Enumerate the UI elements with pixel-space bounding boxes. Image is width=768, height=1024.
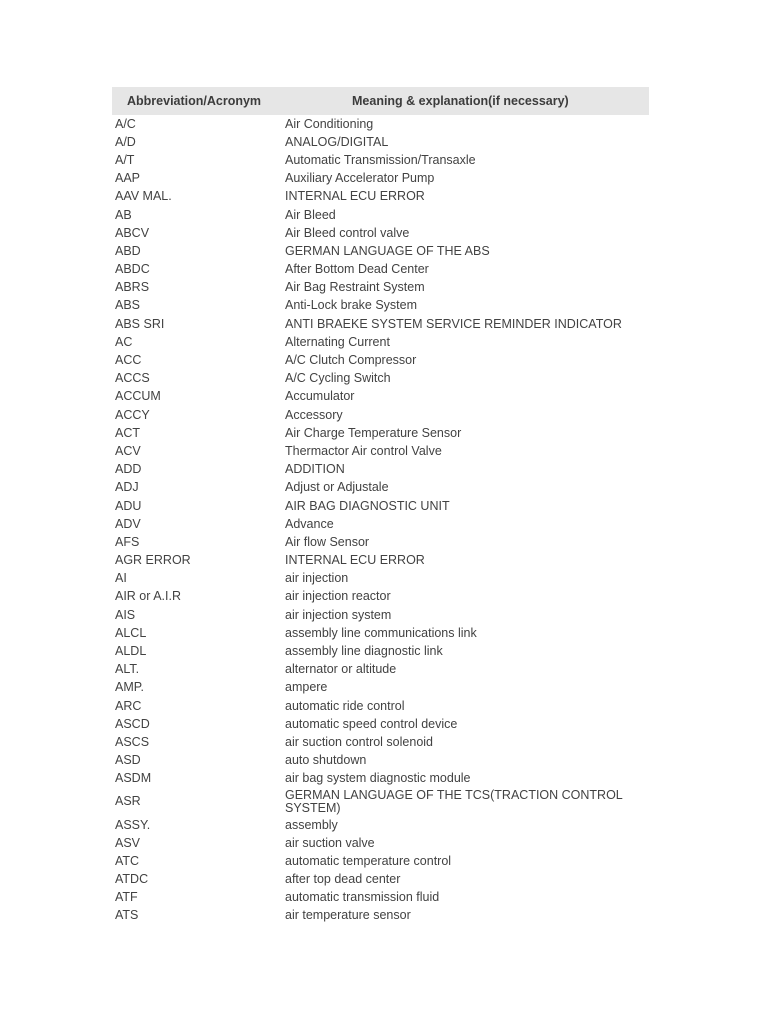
- table-row: [112, 424, 649, 442]
- abbreviation-cell: AAP: [115, 171, 141, 186]
- table-row: [112, 333, 649, 351]
- abbreviation-cell: ABDC: [115, 262, 150, 277]
- meaning-cell: Air Bag Restraint System: [285, 280, 425, 295]
- meaning-cell: after top dead center: [285, 872, 401, 887]
- meaning-cell: ADDITION: [285, 462, 345, 477]
- meaning-cell: GERMAN LANGUAGE OF THE ABS: [285, 243, 490, 258]
- meaning-cell: Accumulator: [285, 389, 355, 404]
- table-row: [112, 242, 649, 260]
- table-row: [112, 770, 649, 788]
- meaning-cell: Automatic Transmission/Transaxle: [285, 152, 476, 167]
- abbreviation-cell: ADU: [115, 498, 142, 513]
- table-body: [112, 115, 649, 925]
- table-row: [112, 570, 649, 588]
- meaning-cell: Air flow Sensor: [285, 534, 370, 549]
- table-row: [112, 261, 649, 279]
- abbreviation-cell: ASV: [115, 835, 141, 850]
- meaning-cell: A/C Cycling Switch: [285, 371, 391, 386]
- abbreviation-cell: ACV: [115, 443, 141, 458]
- table-row: [112, 642, 649, 660]
- meaning-cell: AIR BAG DIAGNOSTIC UNIT: [285, 498, 450, 513]
- table-row: [112, 788, 649, 816]
- table-row: [112, 752, 649, 770]
- abbreviation-cell: ADD: [115, 462, 142, 477]
- abbreviation-cell: A/T: [115, 152, 135, 167]
- abbreviation-cell: AIR or A.I.R: [115, 589, 181, 604]
- table-row: [112, 370, 649, 388]
- abbreviation-cell: ARC: [115, 698, 142, 713]
- abbreviation-cell: ACT: [115, 425, 140, 440]
- table-row: [112, 552, 649, 570]
- table-header-row: [112, 87, 649, 115]
- abbreviation-cell: ALDL: [115, 644, 147, 659]
- meaning-cell: air injection reactor: [285, 589, 391, 604]
- table-row: [112, 315, 649, 333]
- table-row: [112, 907, 649, 925]
- table-row: [112, 497, 649, 515]
- table-row: [112, 697, 649, 715]
- meaning-cell: Air Charge Temperature Sensor: [285, 425, 462, 440]
- meaning-cell: automatic temperature control: [285, 853, 452, 868]
- meaning-cell: Accessory: [285, 407, 343, 422]
- table-row: [112, 624, 649, 642]
- meaning-cell: Thermactor Air control Valve: [285, 443, 442, 458]
- table-row: [112, 442, 649, 460]
- table-row: [112, 661, 649, 679]
- table-row: [112, 715, 649, 733]
- abbreviation-cell: AB: [115, 207, 132, 222]
- column-header-abbreviation: Abbreviation/Acronym: [112, 87, 282, 115]
- abbreviation-cell: ABD: [115, 243, 141, 258]
- meaning-cell: assembly: [285, 817, 338, 832]
- meaning-cell: assembly line diagnostic link: [285, 644, 443, 659]
- abbreviation-cell: ASD: [115, 753, 141, 768]
- meaning-cell: automatic speed control device: [285, 716, 458, 731]
- meaning-cell: automatic ride control: [285, 698, 405, 713]
- table-row: [112, 279, 649, 297]
- meaning-cell: Alternating Current: [285, 334, 390, 349]
- abbreviation-cell: AAV MAL.: [115, 189, 172, 204]
- meaning-cell: auto shutdown: [285, 753, 367, 768]
- meaning-cell: air temperature sensor: [285, 908, 411, 923]
- table-row: [112, 206, 649, 224]
- meaning-cell: INTERNAL ECU ERROR: [285, 553, 425, 568]
- meaning-cell: air injection: [285, 571, 349, 586]
- meaning-cell: Air Conditioning: [285, 116, 374, 131]
- abbreviation-cell: AIS: [115, 607, 136, 622]
- abbreviation-cell: ADJ: [115, 480, 139, 495]
- meaning-cell: air suction control solenoid: [285, 734, 433, 749]
- meaning-cell: ampere: [285, 680, 328, 695]
- abbreviation-cell: ATS: [115, 908, 139, 923]
- abbreviation-cell: ASSY.: [115, 817, 151, 832]
- meaning-cell: air suction valve: [285, 835, 375, 850]
- meaning-cell: air injection system: [285, 607, 392, 622]
- abbreviation-cell: ADV: [115, 516, 141, 531]
- abbreviation-cell: ABS: [115, 298, 141, 313]
- table-row: [112, 533, 649, 551]
- table-row: [112, 351, 649, 369]
- table-row: [112, 679, 649, 697]
- meaning-cell: ANALOG/DIGITAL: [285, 134, 389, 149]
- meaning-cell: Anti-Lock brake System: [285, 298, 417, 313]
- abbreviation-cell: AFS: [115, 534, 140, 549]
- abbreviation-cell: ASDM: [115, 771, 152, 786]
- abbreviation-cell: ACCS: [115, 371, 150, 386]
- abbreviation-cell: ATC: [115, 853, 140, 868]
- table-row: [112, 115, 649, 133]
- table-row: [112, 606, 649, 624]
- table-row: [112, 733, 649, 751]
- abbreviation-cell: ACC: [115, 353, 142, 368]
- meaning-cell: Air Bleed: [285, 207, 336, 222]
- abbreviation-cell: A/C: [115, 116, 136, 131]
- abbreviation-cell: ASCD: [115, 716, 150, 731]
- table-row: [112, 388, 649, 406]
- meaning-cell: Air Bleed control valve: [285, 225, 410, 240]
- abbreviation-cell: ACCY: [115, 407, 150, 422]
- meaning-cell: After Bottom Dead Center: [285, 262, 429, 277]
- abbreviation-cell: ALCL: [115, 625, 147, 640]
- table-row: [112, 461, 649, 479]
- table-row: [112, 852, 649, 870]
- table-row: [112, 151, 649, 169]
- meaning-cell: Auxiliary Accelerator Pump: [285, 171, 435, 186]
- meaning-cell: automatic transmission fluid: [285, 890, 440, 905]
- meaning-cell: alternator or altitude: [285, 662, 397, 677]
- meaning-cell: ANTI BRAEKE SYSTEM SERVICE REMINDER INDICATOR: [285, 316, 622, 331]
- table-row: [112, 834, 649, 852]
- abbreviation-cell: AC: [115, 334, 133, 349]
- abbreviation-cell: ALT.: [115, 662, 140, 677]
- table-row: [112, 588, 649, 606]
- meaning-cell: Advance: [285, 516, 334, 531]
- table-row: [112, 479, 649, 497]
- abbreviation-cell: ACCUM: [115, 389, 161, 404]
- abbreviation-cell: ABCV: [115, 225, 150, 240]
- abbreviation-cell: ABS SRI: [115, 316, 165, 331]
- abbreviation-cell: ABRS: [115, 280, 150, 295]
- table-row: [112, 406, 649, 424]
- abbreviation-cell: ATDC: [115, 872, 149, 887]
- table-row: [112, 889, 649, 907]
- table-row: [112, 133, 649, 151]
- abbreviation-cell: AGR ERROR: [115, 553, 191, 568]
- column-header-meaning: Meaning & explanation(if necessary): [282, 87, 649, 115]
- table-row: [112, 871, 649, 889]
- table-row: [112, 170, 649, 188]
- table-row: [112, 515, 649, 533]
- table-row: [112, 297, 649, 315]
- meaning-cell: Adjust or Adjustale: [285, 480, 389, 495]
- abbreviation-cell: ASCS: [115, 734, 150, 749]
- meaning-cell: A/C Clutch Compressor: [285, 353, 417, 368]
- table-row: [112, 816, 649, 834]
- meaning-cell: air bag system diagnostic module: [285, 771, 471, 786]
- abbreviation-cell: A/D: [115, 134, 136, 149]
- abbreviation-cell: AI: [115, 571, 127, 586]
- table-row: [112, 224, 649, 242]
- table-row: [112, 188, 649, 206]
- meaning-cell: INTERNAL ECU ERROR: [285, 189, 425, 204]
- meaning-cell: assembly line communications link: [285, 625, 477, 640]
- abbreviation-cell: AMP.: [115, 680, 144, 695]
- abbreviation-table: [112, 87, 649, 925]
- abbreviation-cell: ASR: [115, 794, 141, 809]
- abbreviation-cell: ATF: [115, 890, 138, 905]
- meaning-cell: GERMAN LANGUAGE OF THE TCS(TRACTION CONTROL SYSTEM): [285, 787, 623, 815]
